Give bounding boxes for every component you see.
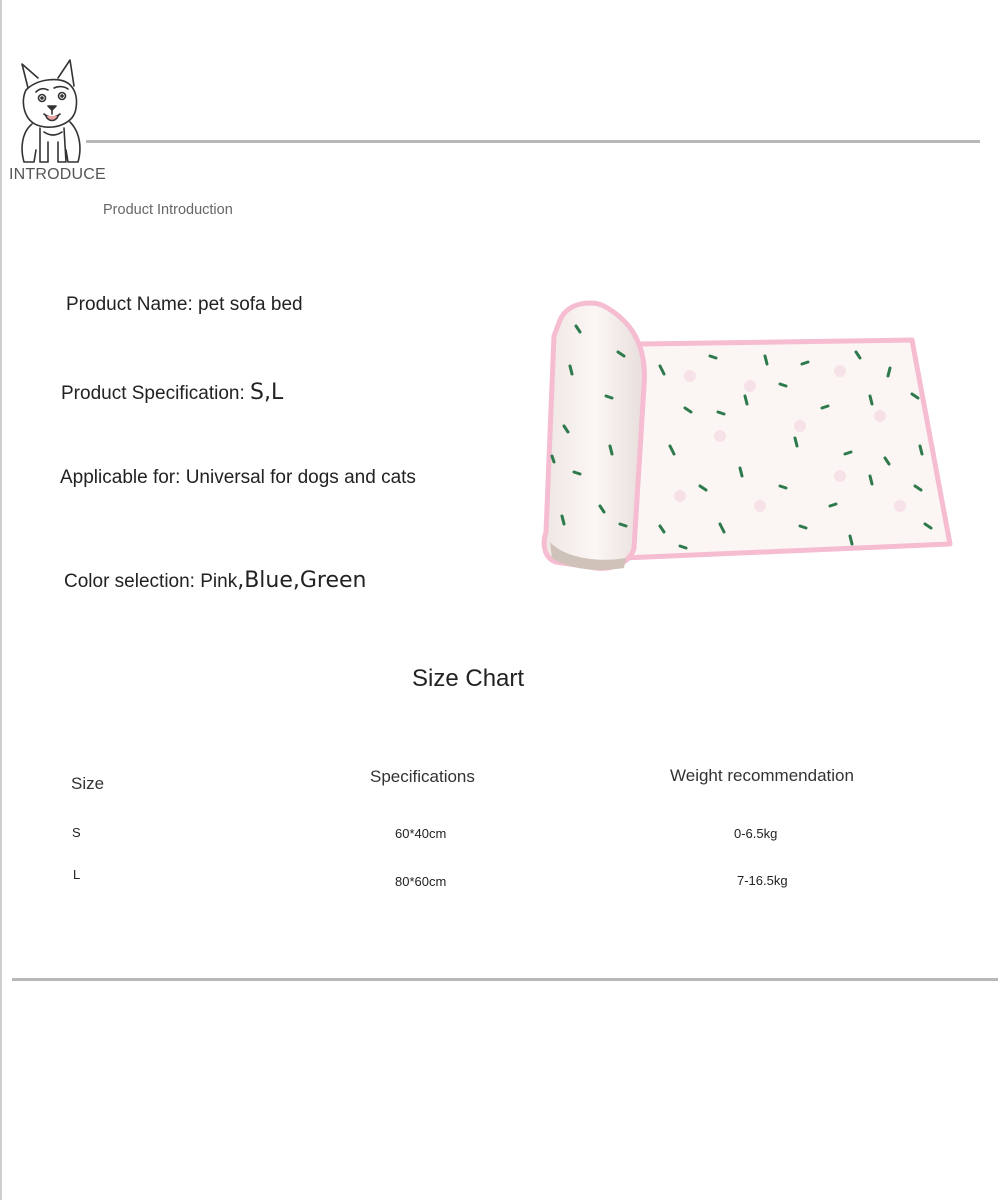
color-value-others: ,Blue,Green (237, 568, 367, 593)
applicable-value: Universal for dogs and cats (185, 467, 416, 488)
footer-divider (12, 978, 998, 981)
color-value-pink: Pink (200, 571, 238, 592)
product-name-label: Product Name: (66, 294, 198, 315)
product-spec-label: Product Specification: (61, 383, 251, 404)
section-title: INTRODUCE (9, 166, 106, 183)
table-cell-weight: 0-6.5kg (734, 826, 778, 841)
french-bulldog-logo-icon (14, 58, 86, 168)
product-image (540, 296, 956, 572)
table-cell-spec: 80*60cm (395, 874, 447, 889)
table-cell-size: L (73, 867, 81, 882)
color-selection-row (64, 568, 367, 593)
table-cell-size: S (72, 825, 81, 840)
color-selection-label: Color selection: (64, 571, 201, 592)
size-chart-title: Size Chart (412, 665, 525, 692)
column-header-specifications: Specifications (370, 767, 475, 786)
table-cell-weight: 7-16.5kg (737, 873, 788, 888)
column-header-weight: Weight recommendation (670, 766, 854, 785)
column-header-size: Size (71, 774, 105, 793)
table-cell-spec: 60*40cm (395, 826, 447, 841)
product-name-row (66, 294, 303, 316)
section-subtitle: Product Introduction (103, 202, 233, 218)
applicable-row (60, 467, 416, 489)
applicable-label: Applicable for: (60, 467, 186, 488)
product-spec-value: S,L (250, 380, 284, 405)
header-divider (86, 140, 980, 143)
product-name-value: pet sofa bed (198, 294, 303, 315)
product-spec-row (61, 380, 283, 405)
page-left-border (0, 0, 2, 1200)
